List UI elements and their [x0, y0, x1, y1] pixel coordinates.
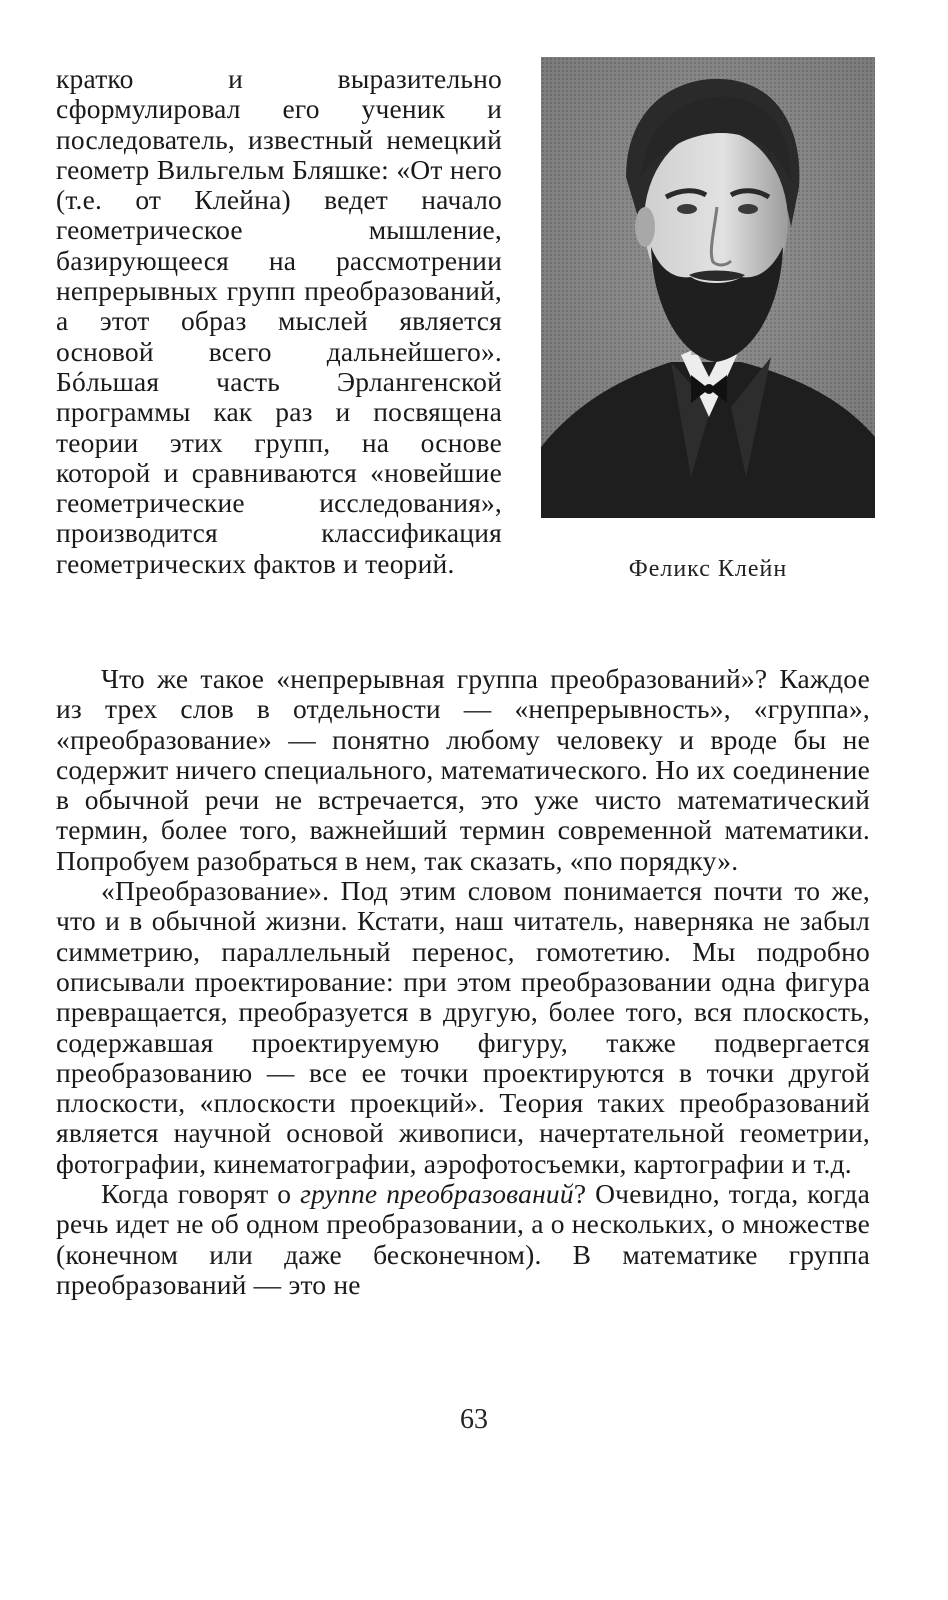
portrait-photo — [541, 57, 875, 518]
paragraph-group-of-transformations — [56, 1179, 870, 1300]
paragraph-continuous-group: Что же такое «непрерывная группа преобразований»? Каждое из трех слов в отдельности — «непрерывность», «группа», «преобразование» — понятно любому человеку и вроде бы не содержит ничего специального, математического. Но их соединение в обычной речи не встречается, это уже чисто математический термин, более того, важнейший термин современной математики. Попробуем разобраться в нем, так сказать, «по порядку». — [56, 663, 870, 876]
body-text — [56, 664, 870, 1300]
left-column-text — [56, 64, 502, 579]
italic-term: группе преобразований — [300, 1178, 574, 1210]
page-number: 63 — [460, 1404, 488, 1435]
paragraph-3-end: ? Очевидно, тогда, когда речь идет не об одном преобразовании, а о нескольких, о множестве (конечном или даже бесконечном). В математике группа преобразований — это не — [56, 1178, 870, 1300]
portrait-image — [541, 57, 875, 518]
paragraph-blaschke-quote: кратко и выразительно сформулировал его ученик и последователь, известный немецкий геометр Вильгельм Бляшке: «От него (т.е. от Клейна) ведет начало геометрическое мышление, базирующееся на рассмотрении непрерывных групп преобразований, а этот образ мыслей является основой всего дальнейшего». Бóльшая часть Эрлангенской программы как раз и посвящена теории этих групп, на основе которой и сравниваются «новейшие геометрические исследования», производится классификация геометрических фактов и теорий. — [56, 63, 502, 579]
paragraph-3-start: Когда говорят о — [101, 1178, 301, 1210]
figure-caption: Феликс Клейн — [628, 556, 788, 582]
paragraph-transformation: «Преобразование». Под этим словом понимается почти то же, что и в обычной жизни. Кстати, наш читатель, наверняка не забыл симметрию, параллельный перенос, гомотетию. Мы подробно описывали проектирование: при этом преобразовании одна фигура превращается, преобразуется в другую, более того, вся плоскость, содержавшая проектируемую фигуру, также подвергается преобразованию — все ее точки проектируются в точки другой плоскости, «плоскости проекций». Теория таких преобразований является научной основой живописи, начертательной геометрии, фотографии, кинематографии, аэрофотосъемки, картографии и т.д. — [56, 875, 870, 1179]
